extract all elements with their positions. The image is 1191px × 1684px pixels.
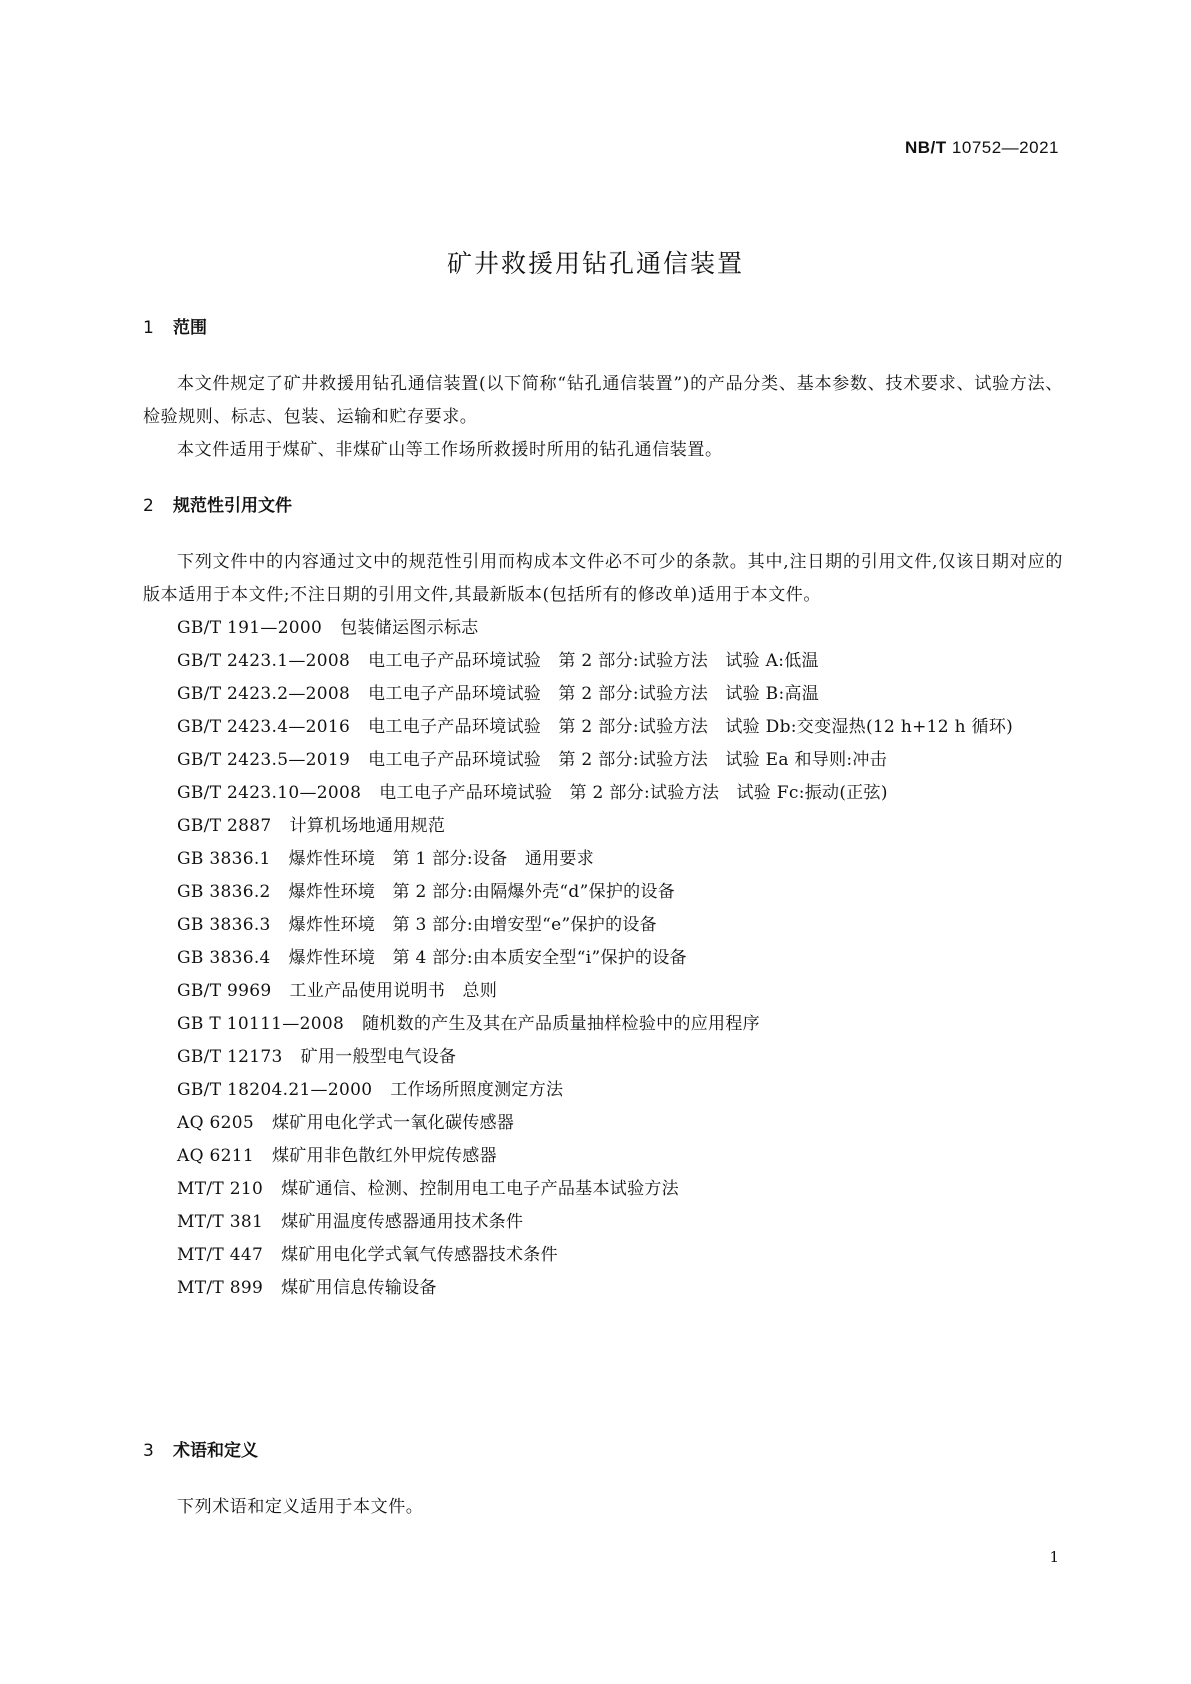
reference-title: 煤矿用电化学式一氧化碳传感器 [271,1113,515,1133]
reference-item [177,876,1063,909]
reference-item [177,1140,1063,1173]
standard-prefix: NB/T [905,138,947,157]
reference-title: 煤矿用非色散红外甲烷传感器 [271,1146,497,1166]
reference-code: GB T 10111—2008 [177,1014,345,1034]
reference-code: GB/T 12173 [177,1047,283,1067]
reference-code: AQ 6211 [177,1146,254,1166]
reference-code: GB/T 2423.1—2008 [177,651,351,671]
reference-list [177,612,1063,1305]
reference-item [177,810,1063,843]
reference-item [177,942,1063,975]
reference-title: 爆炸性环境 第 3 部分:由增安型“e”保护的设备 [288,915,657,935]
reference-title: 计算机场地通用规范 [289,816,446,836]
section-title: 范围 [173,318,207,338]
reference-code: GB/T 18204.21—2000 [177,1080,373,1100]
reference-title: 煤矿用信息传输设备 [281,1278,437,1298]
reference-title: 工作场所照度测定方法 [390,1080,564,1100]
reference-title: 电工电子产品环境试验 第 2 部分:试验方法 试验 Ea 和导则:冲击 [368,750,888,770]
reference-code: GB/T 2423.2—2008 [177,684,351,704]
reference-title: 包装储运图示标志 [340,618,479,638]
reference-title: 煤矿用温度传感器通用技术条件 [281,1212,524,1232]
paragraph: 本文件规定了矿井救援用钻孔通信装置(以下简称“钻孔通信装置”)的产品分类、基本参数、技术要求、试验方法、检验规则、标志、包装、运输和贮存要求。 [143,374,1063,427]
reference-code: MT/T 447 [177,1245,264,1265]
standard-code [905,138,1059,158]
reference-item [177,1173,1063,1206]
paragraph: 下列文件中的内容通过文中的规范性引用而构成本文件必不可少的条款。其中,注日期的引用文件,仅该日期对应的版本适用于本文件;不注日期的引用文件,其最新版本(包括所有的修改单)适用于本文件。 [143,552,1063,605]
reference-code: GB/T 2423.10—2008 [177,783,362,803]
reference-item [177,777,1063,810]
reference-code: GB 3836.1 [177,849,271,869]
reference-title: 煤矿通信、检测、控制用电工电子产品基本试验方法 [281,1179,679,1199]
reference-title: 随机数的产生及其在产品质量抽样检验中的应用程序 [362,1014,760,1034]
section-number: 1 [143,318,154,338]
reference-item [177,975,1063,1008]
reference-item [177,1008,1063,1041]
reference-title: 电工电子产品环境试验 第 2 部分:试验方法 试验 Fc:振动(正弦) [379,783,888,803]
section-title: 术语和定义 [173,1441,258,1461]
reference-title: 爆炸性环境 第 1 部分:设备 通用要求 [288,849,595,869]
page-number: 1 [1049,1548,1059,1566]
document-title: 矿井救援用钻孔通信装置 [446,249,744,278]
reference-title: 爆炸性环境 第 4 部分:由本质安全型“i”保护的设备 [288,948,687,968]
reference-item [177,678,1063,711]
reference-item [177,1272,1063,1305]
reference-code: GB 3836.2 [177,882,271,902]
reference-item [177,744,1063,777]
reference-item [177,1206,1063,1239]
section-normative-references [143,494,1063,1305]
section-terms-and-definitions [143,1439,1063,1524]
reference-item [177,1239,1063,1272]
reference-code: MT/T 381 [177,1212,264,1232]
standard-number: 10752—2021 [951,138,1059,157]
reference-title: 爆炸性环境 第 2 部分:由隔爆外壳“d”保护的设备 [288,882,676,902]
reference-code: GB/T 2887 [177,816,272,836]
section-scope [143,316,1063,467]
reference-code: GB/T 2423.4—2016 [177,717,351,737]
reference-code: GB/T 9969 [177,981,272,1001]
reference-item [177,612,1063,645]
reference-code: AQ 6205 [177,1113,254,1133]
section-title: 规范性引用文件 [173,496,292,516]
reference-code: GB/T 191—2000 [177,618,323,638]
reference-title: 电工电子产品环境试验 第 2 部分:试验方法 试验 Db:交变湿热(12 h+12 h 循环) [368,717,1014,737]
reference-item [177,843,1063,876]
reference-title: 电工电子产品环境试验 第 2 部分:试验方法 试验 A:低温 [368,651,819,671]
section-number: 2 [143,496,154,516]
reference-title: 电工电子产品环境试验 第 2 部分:试验方法 试验 B:高温 [368,684,820,704]
reference-title: 矿用一般型电气设备 [300,1047,457,1067]
section-heading [143,316,1063,340]
paragraph: 下列术语和定义适用于本文件。 [177,1497,424,1517]
section-number: 3 [143,1441,154,1461]
reference-code: GB/T 2423.5—2019 [177,750,351,770]
section-heading [143,1439,1063,1463]
reference-item [177,909,1063,942]
reference-item [177,1074,1063,1107]
reference-code: GB 3836.4 [177,948,271,968]
reference-code: MT/T 210 [177,1179,264,1199]
reference-item [177,1041,1063,1074]
paragraph: 本文件适用于煤矿、非煤矿山等工作场所救援时所用的钻孔通信装置。 [177,440,723,460]
reference-item [177,1107,1063,1140]
reference-code: GB 3836.3 [177,915,271,935]
reference-item [177,645,1063,678]
reference-item [143,711,1063,744]
reference-title: 煤矿用电化学式氧气传感器技术条件 [281,1245,558,1265]
reference-title: 工业产品使用说明书 总则 [289,981,498,1001]
reference-code: MT/T 899 [177,1278,264,1298]
section-heading [143,494,1063,518]
